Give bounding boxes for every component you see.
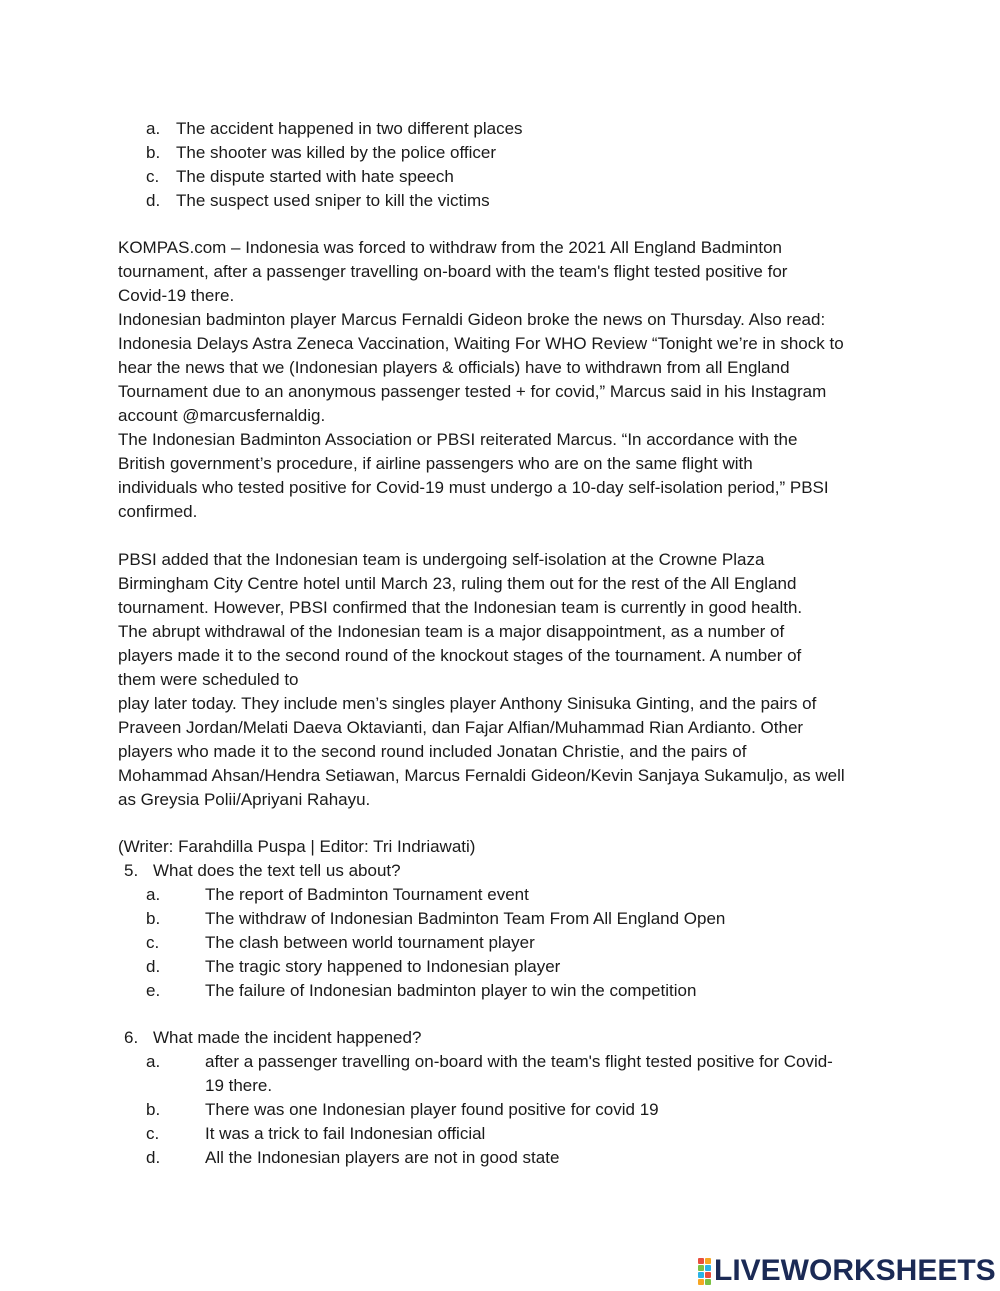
option-letter: a. <box>146 1052 161 1071</box>
option-letter: c. <box>146 1124 160 1143</box>
question-text: What made the incident happened? <box>153 1028 422 1047</box>
article-line: Praveen Jordan/Melati Daeva Oktavianti, dan Fajar Alfian/Muhammad Rian Ardianto. Other <box>118 718 804 737</box>
article-line: Tournament due to an anonymous passenger tested + for covid,” Marcus said in his Instagram <box>118 382 827 401</box>
article-line: players made it to the second round of the knockout stages of the tournament. A number of <box>118 646 802 665</box>
option-letter: d. <box>146 957 161 976</box>
option-text[interactable]: It was a trick to fail Indonesian official <box>205 1124 486 1143</box>
liveworksheets-logo[interactable] <box>698 1255 996 1287</box>
option-letter: a. <box>146 119 161 138</box>
option-text[interactable]: The withdraw of Indonesian Badminton Team From All England Open <box>205 909 726 928</box>
question-number: 6. <box>124 1028 139 1047</box>
option-text: The dispute started with hate speech <box>176 167 454 186</box>
article-line: players who made it to the second round included Jonatan Christie, and the pairs of <box>118 742 747 761</box>
article-line: Birmingham City Centre hotel until March 23, ruling them out for the rest of the All England <box>118 574 797 593</box>
article-line: British government’s procedure, if airline passengers who are on the same flight with <box>118 454 753 473</box>
option-letter: b. <box>146 143 161 162</box>
option-text-continuation[interactable]: 19 there. <box>205 1076 273 1095</box>
option-text[interactable]: after a passenger travelling on-board with the team's flight tested positive for Covid- <box>205 1052 833 1071</box>
option-text[interactable]: There was one Indonesian player found positive for covid 19 <box>205 1100 659 1119</box>
option-text[interactable]: The failure of Indonesian badminton player to win the competition <box>205 981 697 1000</box>
option-text: The shooter was killed by the police officer <box>176 143 497 162</box>
article-line: them were scheduled to <box>118 670 299 689</box>
article-line: tournament, after a passenger travelling on-board with the team's flight tested positive for <box>118 262 788 281</box>
option-text[interactable]: All the Indonesian players are not in good state <box>205 1148 560 1167</box>
article-credit: (Writer: Farahdilla Puspa | Editor: Tri Indriawati) <box>118 837 476 856</box>
article-line: as Greysia Polii/Apriyani Rahayu. <box>118 790 371 809</box>
logo-text: LIVEWORKSHEETS <box>714 1254 996 1287</box>
article-line: The abrupt withdrawal of the Indonesian team is a major disappointment, as a number of <box>118 622 785 641</box>
article-line: Indonesia Delays Astra Zeneca Vaccination, Waiting For WHO Review “Tonight we’re in shock to <box>118 334 844 353</box>
article-line: hear the news that we (Indonesian players & officials) have to withdrawn from all England <box>118 358 790 377</box>
option-text: The accident happened in two different places <box>176 119 523 138</box>
article-line: The Indonesian Badminton Association or PBSI reiterated Marcus. “In accordance with the <box>118 430 798 449</box>
option-text[interactable]: The tragic story happened to Indonesian player <box>205 957 561 976</box>
question-number: 5. <box>124 861 139 880</box>
article-line: individuals who tested positive for Covid-19 must undergo a 10-day self-isolation period,” PBSI <box>118 478 829 497</box>
article-line: tournament. However, PBSI confirmed that the Indonesian team is currently in good health. <box>118 598 803 617</box>
question-text: What does the text tell us about? <box>153 861 401 880</box>
article-line: play later today. They include men’s singles player Anthony Sinisuka Ginting, and the pairs of <box>118 694 817 713</box>
option-letter: e. <box>146 981 161 1000</box>
option-letter: d. <box>146 1148 161 1167</box>
option-text[interactable]: The report of Badminton Tournament event <box>205 885 529 904</box>
option-text[interactable]: The clash between world tournament player <box>205 933 535 952</box>
option-letter: b. <box>146 909 161 928</box>
option-letter: b. <box>146 1100 161 1119</box>
article-line: confirmed. <box>118 502 198 521</box>
option-letter: a. <box>146 885 161 904</box>
article-line: Covid-19 there. <box>118 286 235 305</box>
option-letter: c. <box>146 933 160 952</box>
option-text: The suspect used sniper to kill the victims <box>176 191 490 210</box>
article-line: Mohammad Ahsan/Hendra Setiawan, Marcus Fernaldi Gideon/Kevin Sanjaya Sukamuljo, as well <box>118 766 845 785</box>
option-letter: d. <box>146 191 161 210</box>
article-line: KOMPAS.com – Indonesia was forced to withdraw from the 2021 All England Badminton <box>118 238 782 257</box>
liveworksheets-logo-icon <box>698 1258 711 1285</box>
article-line: account @marcusfernaldig. <box>118 406 326 425</box>
article-line: Indonesian badminton player Marcus Fernaldi Gideon broke the news on Thursday. Also read: <box>118 310 826 329</box>
option-letter: c. <box>146 167 160 186</box>
article-line: PBSI added that the Indonesian team is undergoing self-isolation at the Crowne Plaza <box>118 550 765 569</box>
